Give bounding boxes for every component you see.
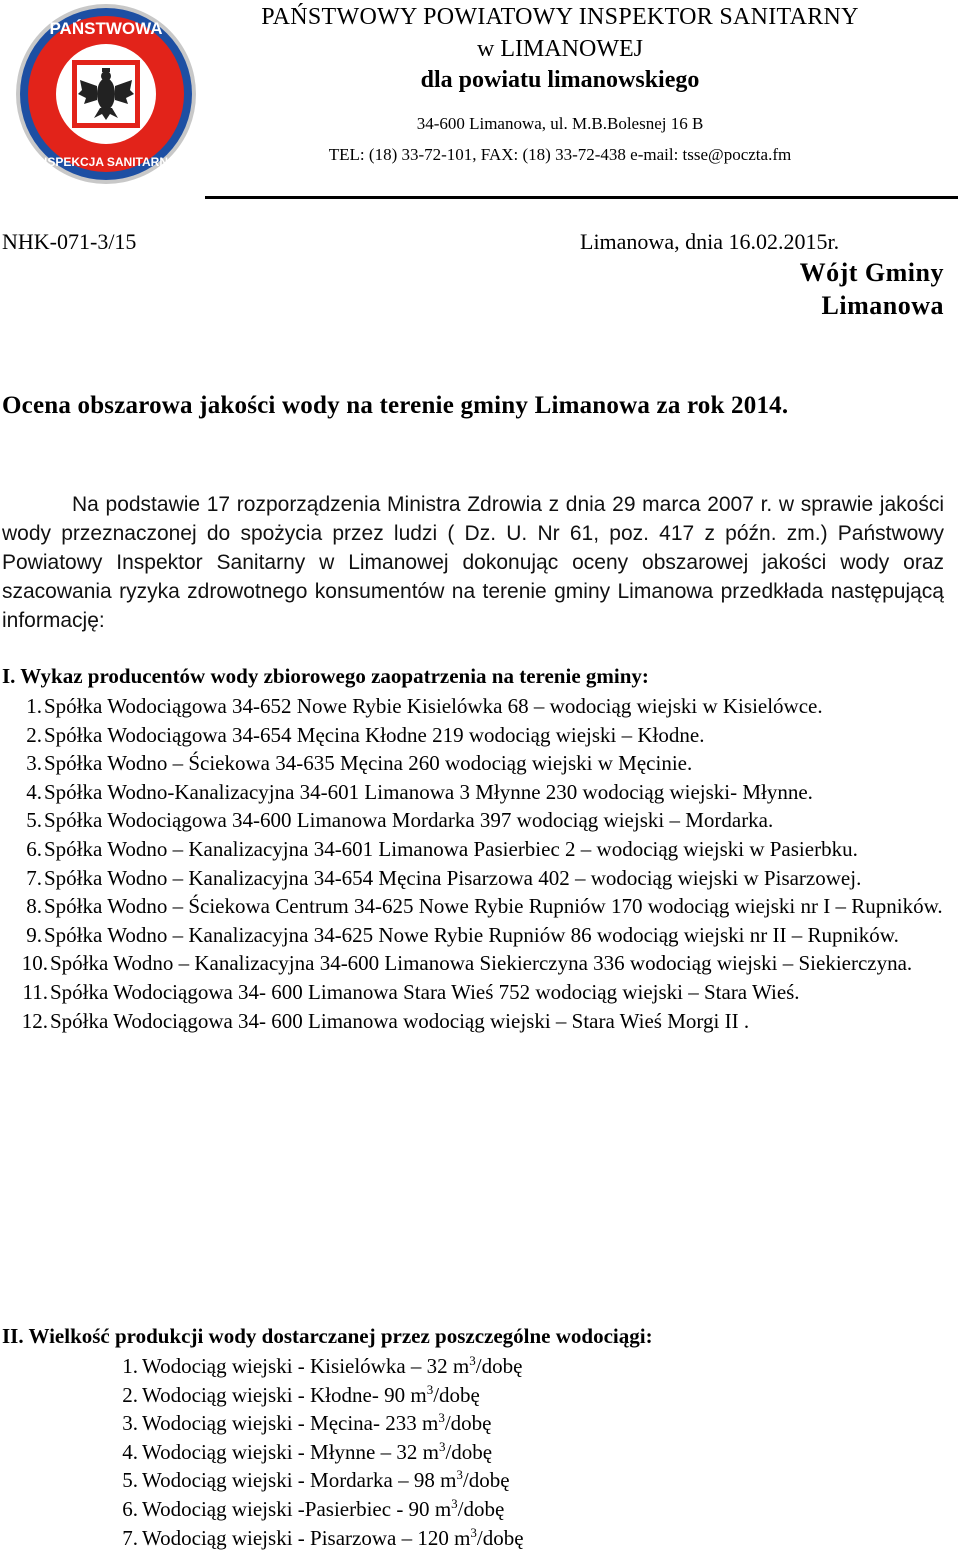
unit-base: m [410, 1382, 427, 1407]
producer-item [0, 778, 944, 807]
header-line-3: dla powiatu limanowskiego [420, 67, 700, 93]
producer-item-number: 4. [26, 779, 42, 804]
svg-text:PAŃSTWOWA: PAŃSTWOWA [49, 19, 163, 38]
unit-base: m [454, 1525, 471, 1550]
addressee-line-1: Wójt Gminy [799, 258, 944, 287]
producer-item-text: Spółka Wodno – Kanalizacyjna 34-601 Limanowa Pasierbiec 2 – wodociąg wiejski w Pasierbku. [44, 836, 858, 861]
producer-item-number: 3. [26, 751, 42, 776]
production-item-number: 1. [122, 1354, 138, 1378]
producer-item-number: 7. [26, 865, 42, 890]
producer-item [0, 892, 944, 921]
production-item [0, 1495, 524, 1524]
unit-suffix: /dobę [433, 1382, 480, 1407]
producer-item [0, 692, 944, 721]
producer-item-number: 12. [21, 1008, 48, 1033]
unit-base: m [440, 1468, 457, 1493]
producer-item-text: Spółka Wodociągowa 34-600 Limanowa Mordarka 397 wodociąg wiejski – Mordarka. [44, 808, 774, 833]
producer-item-number: 5. [26, 808, 42, 833]
unit-suffix: /dobę [444, 1411, 492, 1436]
document-title: Ocena obszarowa jakości wody na terenie gminy Limanowa za rok 2014. [2, 392, 789, 419]
producer-item-text: Spółka Wodno – Ściekowa Centrum 34-625 Nowe Rybie Rupniów 170 wodociąg wiejski nr I – Rupników. [44, 894, 943, 919]
unit-exponent: 3 [438, 1438, 446, 1454]
header-line-2: w LIMANOWEJ [477, 36, 643, 62]
unit-base: m [422, 1439, 439, 1464]
production-item [0, 1524, 524, 1553]
production-item-text: Wodociąg wiejski - Pisarzowa – 120 [142, 1525, 455, 1550]
unit-base: m [434, 1496, 452, 1521]
producer-item-text: Spółka Wodno – Kanalizacyjna 34-600 Limanowa Siekierczyna 336 wodociąg wiejski – Siekierczyna. [50, 951, 913, 976]
production-item [0, 1409, 524, 1438]
production-item-number: 4. [122, 1439, 138, 1464]
producer-item-number: 11. [22, 979, 48, 1004]
production-item [0, 1381, 524, 1410]
unit-exponent: 3 [426, 1381, 434, 1397]
section-2-heading: II. Wielkość produkcji wody dostarczanej przez poszczególne wodociągi: [2, 1324, 653, 1348]
producer-item-number: 8. [26, 894, 42, 919]
addressee-line-2: Limanowa [821, 291, 944, 320]
producer-item [0, 978, 944, 1007]
producer-item-text: Spółka Wodociągowa 34-652 Nowe Rybie Kisielówka 68 – wodociąg wiejski w Kisielówce. [44, 694, 823, 718]
production-item-text: Wodociąg wiejski -Pasierbiec - 90 [142, 1496, 435, 1521]
producer-item [0, 921, 944, 950]
producer-item [0, 949, 944, 978]
unit-exponent: 3 [470, 1524, 477, 1540]
producer-item-number: 9. [26, 922, 42, 947]
production-item-number: 3. [122, 1411, 138, 1436]
producer-item [0, 721, 944, 750]
producer-item-number: 2. [26, 722, 42, 747]
unit-suffix: /dobę [457, 1496, 505, 1521]
unit-suffix: /dobę [476, 1525, 524, 1550]
production-item-number: 6. [122, 1496, 138, 1521]
producer-item [0, 806, 944, 835]
intro-paragraph [2, 490, 944, 635]
producer-item-text: Spółka Wodociągowa 34- 600 Limanowa Stara Wieś 752 wodociąg wiejski – Stara Wieś. [50, 979, 800, 1004]
document-date: Limanowa, dnia 16.02.2015r. [580, 229, 840, 254]
producer-item-number: 6. [26, 836, 42, 861]
producer-item-number: 1. [26, 694, 42, 718]
intro-text: Na podstawie 17 rozporządzenia Ministra Zdrowia z dnia 29 marca 2007 r. w sprawie jakości wody przeznaczonej do spożycia przez ludzi ( Dz. U. Nr 61, poz. 417 z późn. zm.) Państwowy Powiatowy Inspektor Sanitarny w Limanowej dokonując oceny obszarowej jakości wody oraz szacowania ryzyka zdrowotnego konsumentów na terenie gminy Limanowa przedkłada następującą informację: [2, 493, 944, 632]
header-address: 34-600 Limanowa, ul. M.B.Bolesnej 16 B [416, 114, 704, 133]
production-list [0, 1352, 524, 1552]
sanitary-inspection-logo [14, 2, 198, 186]
producers-list [0, 692, 944, 1035]
unit-base: m [452, 1354, 470, 1378]
production-item-text: Wodociąg wiejski - Młynne – 32 [142, 1439, 423, 1464]
unit-suffix: /dobę [475, 1354, 523, 1378]
production-item-number: 7. [122, 1525, 138, 1550]
unit-suffix: /dobę [445, 1439, 493, 1464]
production-item-text: Wodociąg wiejski - Kłodne- 90 [142, 1382, 411, 1407]
section-1-heading: I. Wykaz producentów wody zbiorowego zaopatrzenia na terenie gminy: [2, 664, 649, 688]
production-item-number: 5. [122, 1468, 138, 1493]
unit-exponent: 3 [451, 1495, 458, 1511]
producer-item-number: 10. [21, 951, 48, 976]
reference-number: NHK-071-3/15 [2, 229, 137, 254]
producer-item-text: Spółka Wodno-Kanalizacyjna 34-601 Limanowa 3 Młynne 230 wodociąg wiejski- Młynne. [44, 779, 813, 804]
producer-item-text: Spółka Wodociągowa 34-654 Męcina Kłodne 219 wodociąg wiejski – Kłodne. [44, 722, 705, 747]
production-item [0, 1352, 524, 1381]
producer-item-text: Spółka Wodno – Kanalizacyjna 34-625 Nowe Rybie Rupniów 86 wodociąg wiejski nr II – Rupników. [44, 922, 899, 947]
production-item-text: Wodociąg wiejski - Kisielówka – 32 [142, 1354, 453, 1378]
unit-exponent: 3 [469, 1353, 476, 1368]
unit-exponent: 3 [438, 1410, 445, 1426]
production-item-text: Wodociąg wiejski - Mordarka – 98 [142, 1468, 441, 1493]
production-item [0, 1466, 524, 1495]
unit-suffix: /dobę [462, 1468, 510, 1493]
production-item [0, 1438, 524, 1467]
header-divider [205, 196, 958, 199]
producer-item-text: Spółka Wodociągowa 34- 600 Limanowa wodociąg wiejski – Stara Wieś Morgi II . [50, 1008, 750, 1033]
svg-text:INSPEKCJA SANITARNA: INSPEKCJA SANITARNA [35, 155, 177, 169]
producer-item [0, 835, 944, 864]
producer-item [0, 749, 944, 778]
producer-item-text: Spółka Wodno – Kanalizacyjna 34-654 Męcina Pisarzowa 402 – wodociąg wiejski w Pisarzowej. [44, 865, 862, 890]
producer-item-text: Spółka Wodno – Ściekowa 34-635 Męcina 260 wodociąg wiejski w Męcinie. [44, 751, 693, 776]
header-contact: TEL: (18) 33-72-101, FAX: (18) 33-72-438 e-mail: tsse@poczta.fm [328, 145, 792, 164]
unit-exponent: 3 [456, 1467, 463, 1483]
header-line-1: PAŃSTWOWY POWIATOWY INSPEKTOR SANITARNY [261, 4, 859, 30]
producer-item [0, 1007, 944, 1036]
unit-base: m [421, 1411, 439, 1436]
production-item-text: Wodociąg wiejski - Męcina- 233 [142, 1411, 422, 1436]
producer-item [0, 864, 944, 893]
production-item-number: 2. [122, 1382, 138, 1407]
